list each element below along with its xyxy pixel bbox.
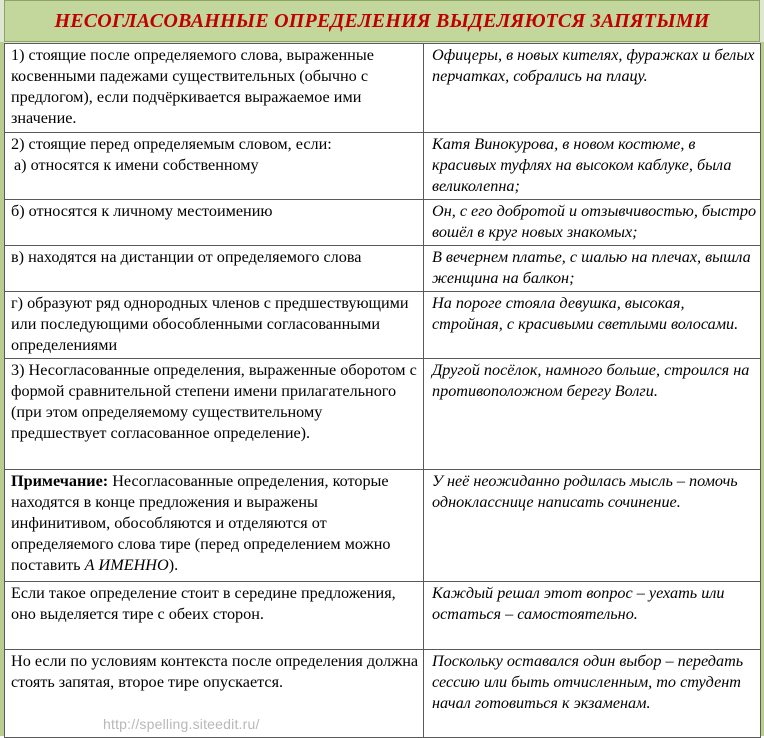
page-title: НЕСОГЛАСОВАННЫЕ ОПРЕДЕЛЕНИЯ ВЫДЕЛЯЮТСЯ ЗАПЯТЫМИ	[54, 9, 710, 32]
rule-line: 2) стоящие перед определяемым словом, если:	[11, 135, 332, 153]
watermark-url: http://spelling.siteedit.ru/	[103, 716, 260, 732]
table-row	[5, 44, 761, 133]
example-cell: Он, с его добротой и отзывчивостью, быстро вошёл в круг новых знакомых;	[424, 200, 761, 246]
rule-cell: в) находятся на дистанции от определяемого слова	[5, 246, 424, 292]
title-banner	[4, 0, 760, 42]
note-label: Примечание:	[11, 472, 109, 490]
example-cell: Другой посёлок, намного больше, строился на противоположном берегу Волги.	[424, 359, 761, 470]
example-cell: Каждый решал этот вопрос – уехать или остаться – самостоятельно.	[424, 582, 761, 650]
table-row	[5, 200, 761, 246]
table-row	[5, 582, 761, 650]
rule-cell	[5, 133, 424, 200]
rule-cell: 1) стоящие после определяемого слова, выраженные косвенными падежами существительных (обычно с предлогом), если подчёркивается выражаемое ими значение.	[5, 44, 424, 133]
example-cell: У неё неожиданно родилась мысль – помочь однокласснице написать сочинение.	[424, 470, 761, 582]
rule-cell: г) образуют ряд однородных членов с предшествующими или последующими обособленными согласованными определениями	[5, 292, 424, 359]
rule-cell: Если такое определение стоит в середине предложения, оно выделяется тире с обеих сторон.	[5, 582, 424, 650]
example-cell: Поскольку оставался один выбор – передать сессию или быть отчисленным, то студент начал готовиться к экзаменам.	[424, 650, 761, 738]
example-cell: Катя Винокурова, в новом костюме, в красивых туфлях на высоком каблуке, была великолепна;	[424, 133, 761, 200]
table-row	[5, 292, 761, 359]
note-end: ).	[168, 556, 179, 574]
example-cell: Офицеры, в новых кителях, фуражках и белых перчатках, собрались на плацу.	[424, 44, 761, 133]
example-cell: На пороге стояла девушка, высокая, стройная, с красивыми светлыми волосами.	[424, 292, 761, 359]
table-row	[5, 359, 761, 470]
rule-line: а) относятся к имени собственному	[14, 156, 259, 174]
note-emphasis: А ИМЕННО	[84, 556, 169, 574]
table-row	[5, 133, 761, 200]
rule-cell	[5, 470, 424, 582]
rule-cell: б) относятся к личному местоимению	[5, 200, 424, 246]
table-row	[5, 470, 761, 582]
rules-table	[4, 43, 761, 738]
note-text: Несогласованные определения, которые находятся в конце предложения и выражены инфинитивом, обособляются и отделяются от определяемого слова тире (перед определением можно поставить	[11, 472, 391, 574]
table-row	[5, 246, 761, 292]
rule-cell: 3) Несогласованные определения, выраженные оборотом с формой сравнительной степени имени прилагательного (при этом определяемому существительному предшествует согласованное определение).	[5, 359, 424, 470]
rule-cell: Но если по условиям контекста после определения должна стоять запятая, второе тире опускается.	[5, 650, 424, 738]
example-cell: В вечернем платье, с шалью на плечах, вышла женщина на балкон;	[424, 246, 761, 292]
